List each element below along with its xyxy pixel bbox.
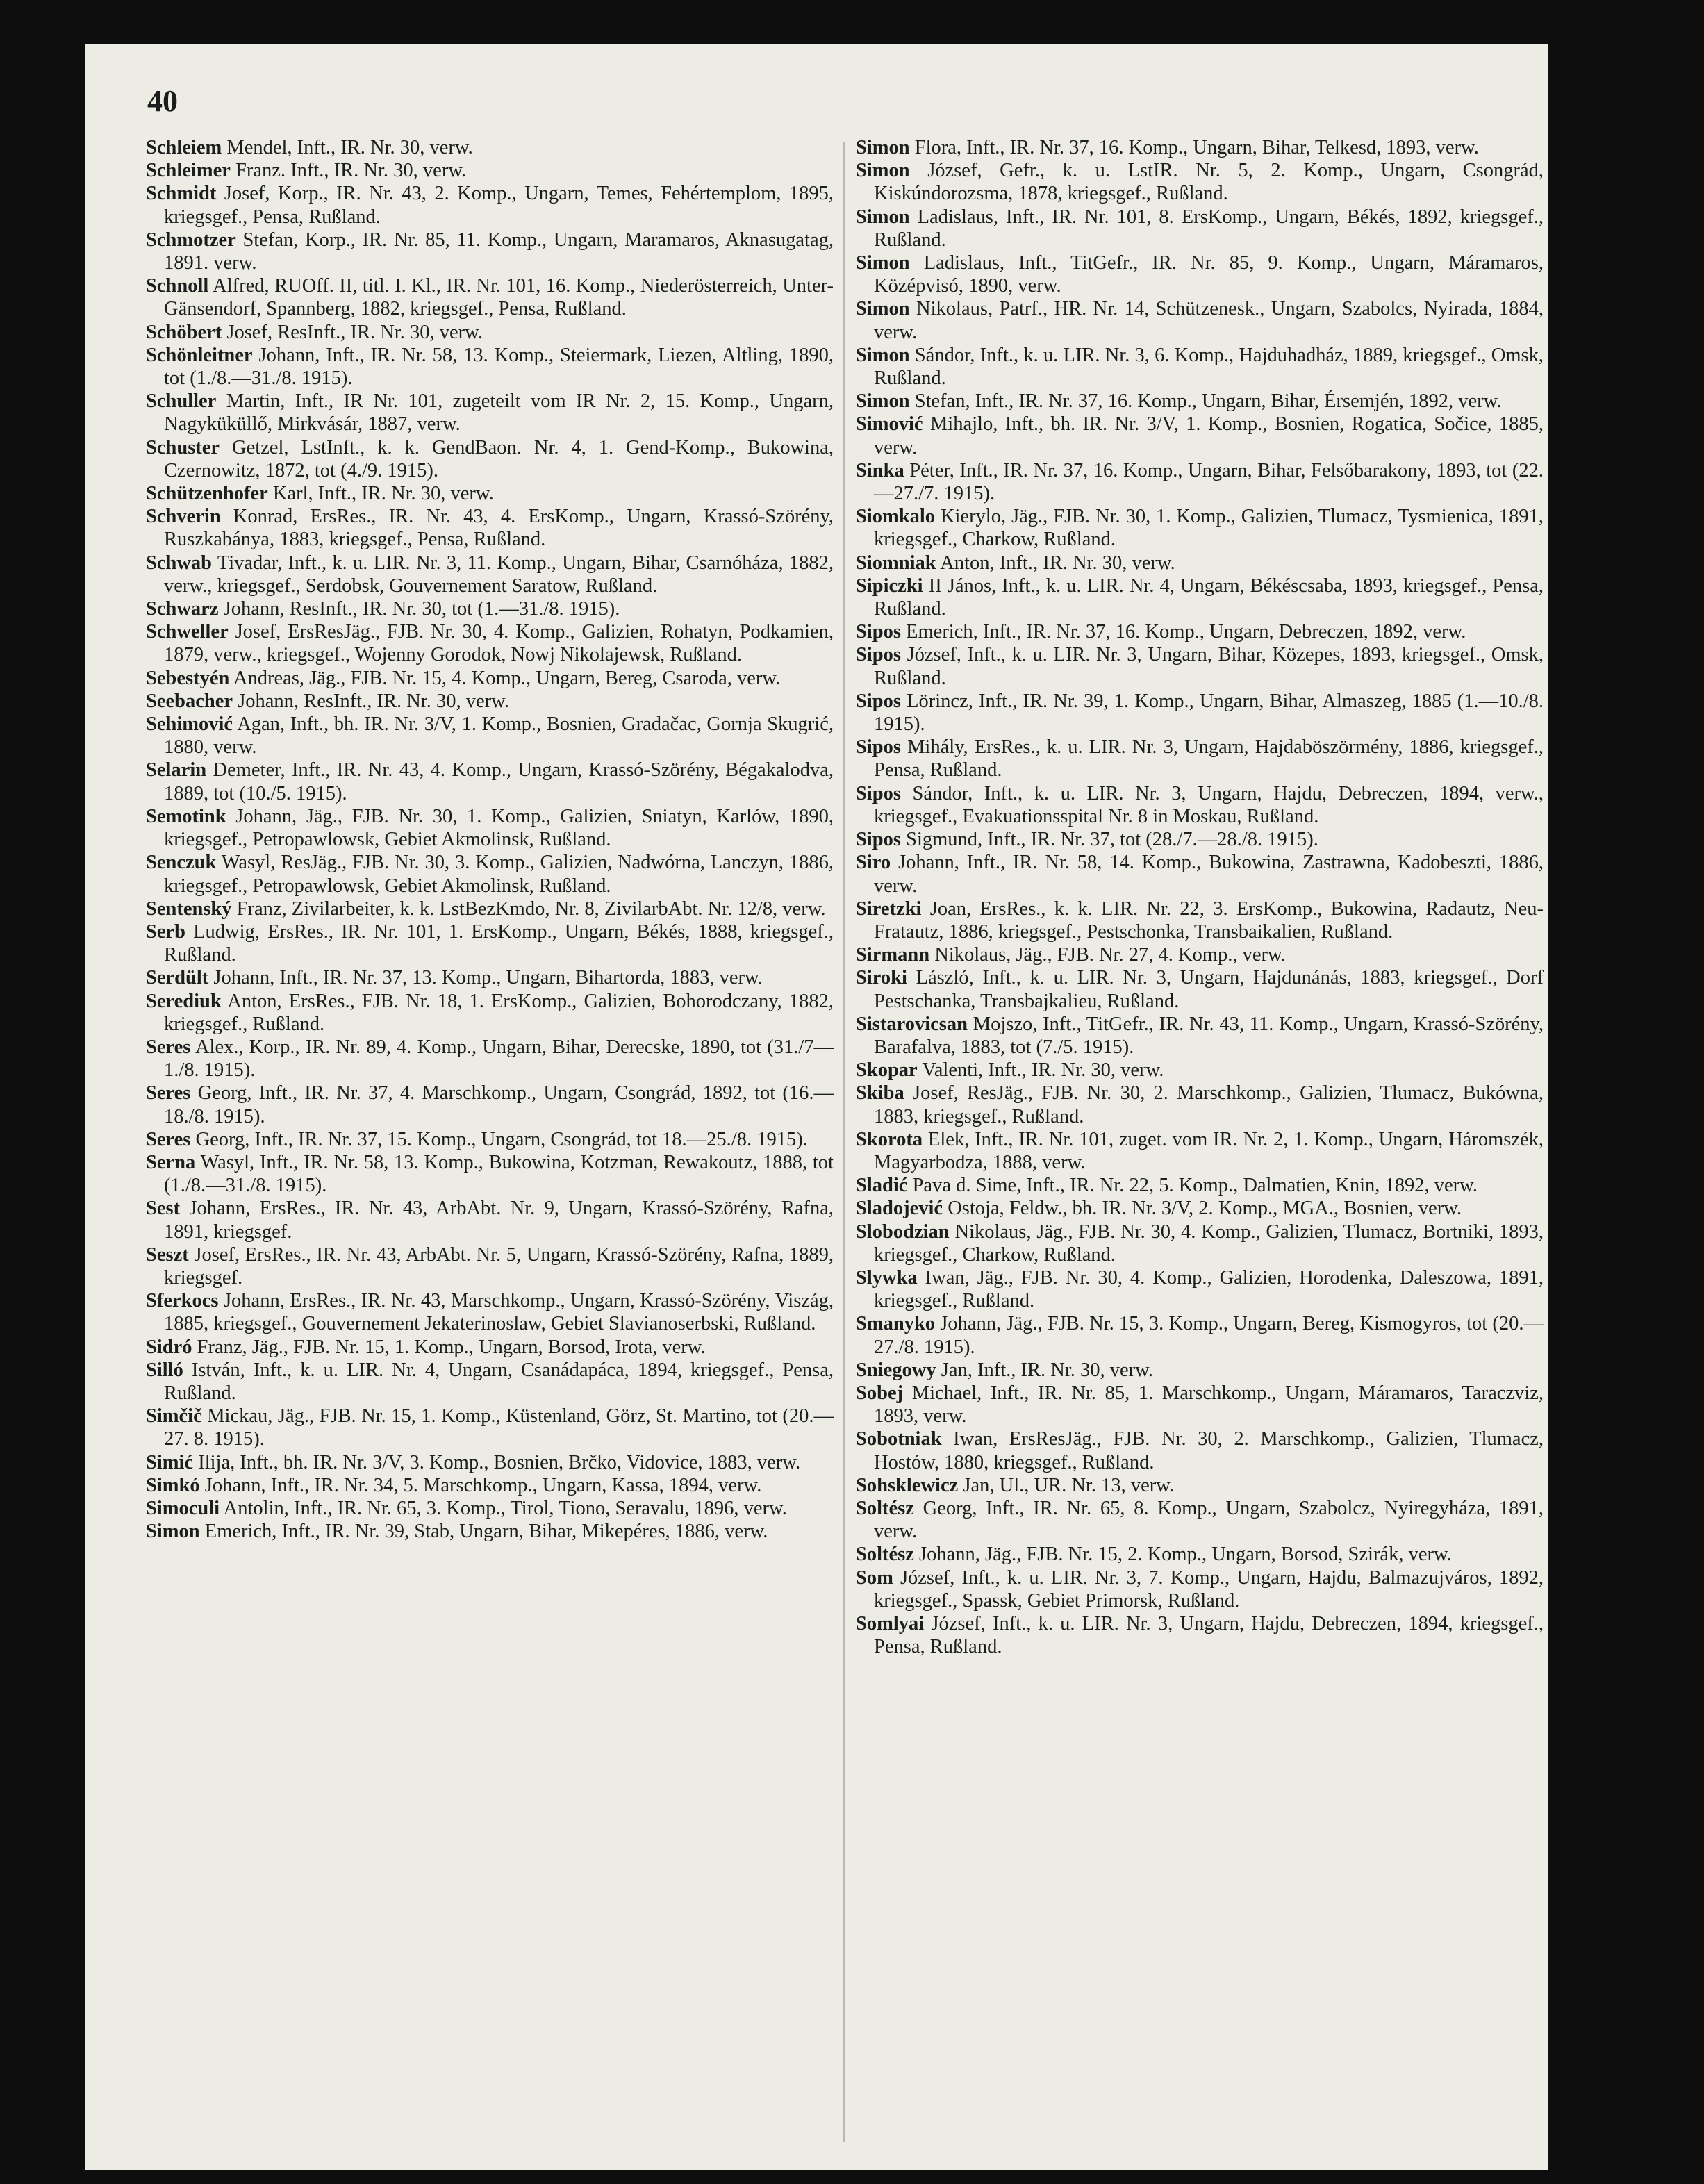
entry-details: Jan, Inft., IR. Nr. 30, verw. <box>941 1359 1153 1381</box>
entry-surname: Simon <box>856 252 910 274</box>
entry-details: Johann, ResInft., IR. Nr. 30, verw. <box>238 690 509 712</box>
entry-details: Ladislaus, Inft., IR. Nr. 101, 8. ErsKomp., Ungarn, Békés, 1892, kriegsgef., Rußland. <box>874 206 1544 251</box>
register-entry <box>856 297 1544 343</box>
entry-details: Lörincz, Inft., IR. Nr. 39, 1. Komp., Ungarn, Bihar, Almaszeg, 1885 (1.—10./8. 1915). <box>874 690 1544 736</box>
entry-surname: Simon <box>856 344 910 366</box>
register-entry <box>856 1059 1544 1082</box>
register-entry <box>146 482 834 505</box>
entry-details: Sándor, Inft., k. u. LIR. Nr. 3, 6. Komp., Hajduhadház, 1889, kriegsgef., Omsk, Rußland. <box>874 344 1544 390</box>
entry-details: Ostoja, Feldw., bh. IR. Nr. 3/V, 2. Komp., MGA., Bosnien, verw. <box>948 1198 1462 1220</box>
entry-surname: Simon <box>856 298 910 320</box>
register-entry <box>856 1174 1544 1197</box>
entry-surname: Soltész <box>856 1544 914 1566</box>
entry-surname: Sobej <box>856 1382 904 1404</box>
entry-details: Ludwig, ErsRes., IR. Nr. 101, 1. ErsKomp., Ungarn, Békés, 1888, kriegsgef., Rußland. <box>164 920 834 966</box>
entry-surname: Senczuk <box>146 852 217 874</box>
entry-surname: Schönleitner <box>146 344 253 366</box>
entry-surname: Schwab <box>146 552 213 574</box>
entry-surname: Schöbert <box>146 321 222 343</box>
register-entry <box>856 344 1544 390</box>
entry-surname: Simon <box>856 137 910 158</box>
register-entry <box>146 436 834 482</box>
register-entry <box>146 1289 834 1335</box>
register-entry <box>856 1128 1544 1174</box>
entry-details: Alex., Korp., IR. Nr. 89, 4. Komp., Ungarn, Bihar, Derecske, 1890, tot (31./7—1./8. 1915). <box>164 1036 834 1082</box>
entry-details: Emerich, Inft., IR. Nr. 37, 16. Komp., Ungarn, Debreczen, 1892, verw. <box>906 621 1466 643</box>
register-entry <box>856 1197 1544 1220</box>
entry-surname: Selarin <box>146 759 207 781</box>
entry-surname: Simon <box>146 1521 200 1543</box>
entry-details: Johann, Inft., IR. Nr. 58, 14. Komp., Bukowina, Zastrawna, Kadobeszti, 1886, verw. <box>874 852 1544 897</box>
entry-surname: Sidró <box>146 1336 192 1358</box>
entry-surname: Simon <box>856 390 910 413</box>
entry-details: Antolin, Inft., IR. Nr. 65, 3. Komp., Tirol, Tiono, Seravalu, 1896, verw. <box>223 1497 787 1519</box>
register-entry <box>856 1497 1544 1543</box>
register-entry <box>146 136 834 159</box>
entry-details: Kierylo, Jäg., FJB. Nr. 30, 1. Komp., Galizien, Tlumacz, Tysmienica, 1891, kriegsgef., Charkow, Rußland. <box>874 506 1544 551</box>
entry-surname: Schleimer <box>146 160 231 182</box>
register-entry <box>146 552 834 597</box>
entry-surname: Sistarovicsan <box>856 1013 968 1035</box>
entry-surname: Simoculi <box>146 1497 220 1519</box>
register-entry <box>146 920 834 966</box>
entry-surname: Siroki <box>856 967 907 989</box>
register-entry <box>856 643 1544 689</box>
entry-surname: Siretzki <box>856 897 922 920</box>
register-entry <box>146 1197 834 1243</box>
register-entry <box>856 1013 1544 1059</box>
entry-details: Nikolaus, Patrf., HR. Nr. 14, Schützenesk., Ungarn, Szabolcs, Nyirada, 1884, verw. <box>874 298 1544 343</box>
entry-details: Franz, Zivilarbeiter, k. k. LstBezKmdo, Nr. 8, ZivilarbAbt. Nr. 12/8, verw. <box>236 897 826 920</box>
register-entry <box>856 251 1544 297</box>
register-entry <box>146 1451 834 1474</box>
entry-surname: Sniegowy <box>856 1359 936 1381</box>
register-entry <box>146 690 834 713</box>
register-entry <box>146 713 834 759</box>
register-entry <box>146 1474 834 1497</box>
entry-surname: Sferkocs <box>146 1290 219 1312</box>
entry-details: Johann, Jäg., FJB. Nr. 15, 3. Komp., Ungarn, Bereg, Kismogyros, tot (20.—27./8. 1915). <box>874 1313 1544 1358</box>
register-entry <box>856 1359 1544 1382</box>
register-entry <box>856 1312 1544 1358</box>
entry-details: Johann, Jäg., FJB. Nr. 30, 1. Komp., Galizien, Sniatyn, Karlów, 1890, kriegsgef., Petropawlowsk, Gebiet Akmolinsk, Rußland. <box>164 805 834 851</box>
entry-details: Franz, Jäg., FJB. Nr. 15, 1. Komp., Ungarn, Borsod, Irota, verw. <box>197 1336 706 1358</box>
entry-details: Stefan, Korp., IR. Nr. 85, 11. Komp., Ungarn, Maramaros, Aknasugatag, 1891. verw. <box>164 229 834 274</box>
entry-surname: Seres <box>146 1082 191 1105</box>
entry-surname: Siomniak <box>856 552 936 574</box>
register-entry <box>856 782 1544 828</box>
entry-surname: Somlyai <box>856 1613 925 1635</box>
register-entry <box>856 1082 1544 1127</box>
entry-surname: Sipos <box>856 690 901 712</box>
register-entry <box>856 620 1544 643</box>
entry-surname: Schweller <box>146 621 229 643</box>
register-entry <box>856 206 1544 251</box>
entry-details: Sándor, Inft., k. u. LIR. Nr. 3, Ungarn, Hajdu, Debreczen, 1894, verw., kriegsgef., Evakuationsspital Nr. 8 in Moskau, Rußland. <box>874 782 1544 827</box>
entry-details: Georg, Inft., IR. Nr. 65, 8. Komp., Ungarn, Szabolcz, Nyiregyháza, 1891, verw. <box>874 1497 1544 1543</box>
register-entry <box>856 505 1544 551</box>
register-entry <box>146 1151 834 1197</box>
entry-surname: Sladić <box>856 1175 908 1197</box>
entry-details: Josef, ErsResJäg., FJB. Nr. 30, 4. Komp., Galizien, Rohatyn, Podkamien, 1879, verw., kriegsgef., Wojenny Gorodok, Nowj Nikolajewsk, Rußland. <box>164 621 834 666</box>
entry-details: József, Inft., k. u. LIR. Nr. 3, 7. Komp., Ungarn, Hajdu, Balmazujváros, 1892, kriegsgef., Spassk, Gebiet Primorsk, Rußland. <box>874 1566 1544 1612</box>
entry-surname: Sest <box>146 1198 181 1220</box>
register-entry <box>856 1543 1544 1566</box>
register-entry <box>856 828 1544 851</box>
register-entry <box>146 966 834 989</box>
entry-details: Alfred, RUOff. II, titl. I. Kl., IR. Nr. 101, 16. Komp., Niederösterreich, Unter-Gänsendorf, Spannberg, 1882, kriegsgef., Pensa, Rußland. <box>164 275 834 320</box>
entry-details: Josef, Korp., IR. Nr. 43, 2. Komp., Ungarn, Temes, Fehértemplom, 1895, kriegsgef., Pensa, Rußland. <box>164 183 834 228</box>
register-entry <box>146 159 834 182</box>
entry-details: Emerich, Inft., IR. Nr. 39, Stab, Ungarn, Bihar, Mikepéres, 1886, verw. <box>204 1521 768 1543</box>
entry-details: Konrad, ErsRes., IR. Nr. 43, 4. ErsKomp., Ungarn, Krassó-Szörény, Ruszkabánya, 1883, kriegsgef., Pensa, Rußland. <box>164 506 834 551</box>
left-column <box>146 136 834 1543</box>
register-entry <box>856 966 1544 1012</box>
entry-surname: Soltész <box>856 1497 914 1519</box>
entry-surname: Simon <box>856 160 910 182</box>
entry-details: II János, Inft., k. u. LIR. Nr. 4, Ungarn, Békéscsaba, 1893, kriegsgef., Pensa, Rußland. <box>874 574 1544 620</box>
register-entry <box>856 1266 1544 1312</box>
register-entry <box>146 505 834 551</box>
entry-details: Anton, Inft., IR. Nr. 30, verw. <box>940 552 1175 574</box>
register-entry <box>146 1036 834 1082</box>
register-entry <box>146 1359 834 1405</box>
entry-details: Franz. Inft., IR. Nr. 30, verw. <box>235 160 467 182</box>
entry-details: József, Inft., k. u. LIR. Nr. 3, Ungarn, Bihar, Közepes, 1893, kriegsgef., Omsk, Rußland. <box>874 644 1544 689</box>
entry-surname: Sladojević <box>856 1198 943 1220</box>
entry-surname: Simčič <box>146 1405 202 1428</box>
entry-details: Johann, ErsRes., IR. Nr. 43, Marschkomp., Ungarn, Krassó-Szörény, Viszág, 1885, kriegsgef., Gouvernement Jekaterinoslaw, Gebiet Slavianoserbski, Rußland. <box>164 1290 834 1335</box>
register-entry <box>146 1336 834 1359</box>
entry-surname: Semotink <box>146 805 226 827</box>
register-entry <box>856 736 1544 781</box>
entry-surname: Sipiczki <box>856 574 923 597</box>
entry-surname: Skiba <box>856 1082 904 1105</box>
entry-details: Iwan, ErsResJäg., FJB. Nr. 30, 2. Marschkomp., Galizien, Tlumacz, Hostów, 1880, kriegsgef., Rußland. <box>874 1428 1544 1473</box>
register-entry <box>856 1221 1544 1266</box>
register-entry <box>856 690 1544 736</box>
page-number: 40 <box>147 84 178 118</box>
register-entry <box>146 1405 834 1450</box>
register-entry <box>856 574 1544 620</box>
entry-details: Mojszo, Inft., TitGefr., IR. Nr. 43, 11. Komp., Ungarn, Krassó-Szörény, Barafalva, 1883, tot (7./5. 1915). <box>874 1013 1544 1058</box>
entry-surname: Simkó <box>146 1474 200 1496</box>
entry-details: Georg, Inft., IR. Nr. 37, 15. Komp., Ungarn, Csongrád, tot 18.—25./8. 1915). <box>195 1128 808 1150</box>
register-entry <box>856 1612 1544 1658</box>
register-entry <box>146 597 834 620</box>
register-entry <box>146 620 834 666</box>
entry-details: Johann, ResInft., IR. Nr. 30, tot (1.—31./8. 1915). <box>223 598 620 620</box>
entry-surname: Serdült <box>146 967 209 989</box>
register-entry <box>146 321 834 344</box>
entry-surname: Slobodzian <box>856 1221 950 1243</box>
entry-surname: Sipos <box>856 644 901 666</box>
entry-surname: Seres <box>146 1036 191 1058</box>
entry-details: Iwan, Jäg., FJB. Nr. 30, 4. Komp., Galizien, Horodenka, Daleszowa, 1891, kriegsgef., Rußland. <box>874 1266 1544 1312</box>
document-page <box>85 44 1548 2170</box>
register-entry <box>146 1520 834 1543</box>
register-entry <box>856 413 1544 458</box>
entry-details: József, Inft., k. u. LIR. Nr. 3, Ungarn, Hajdu, Debreczen, 1894, kriegsgef., Pensa, Rußland. <box>874 1613 1544 1658</box>
entry-details: Georg, Inft., IR. Nr. 37, 4. Marschkomp., Ungarn, Csongrád, 1892, tot (16.—18./8. 1915). <box>164 1082 834 1127</box>
entry-details: Josef, ResJäg., FJB. Nr. 30, 2. Marschkomp., Galizien, Tlumacz, Bukówna, 1883, kriegsgef., Rußland. <box>874 1082 1544 1127</box>
entry-surname: Schuller <box>146 390 217 413</box>
register-entry <box>856 1428 1544 1473</box>
register-entry <box>856 459 1544 505</box>
register-entry <box>146 274 834 320</box>
register-entry <box>856 897 1544 943</box>
register-entry <box>856 1566 1544 1612</box>
entry-details: István, Inft., k. u. LIR. Nr. 4, Ungarn, Csanádapáca, 1894, kriegsgef., Pensa, Rußland. <box>164 1359 834 1404</box>
entry-details: Johann, Inft., IR. Nr. 37, 13. Komp., Ungarn, Bihartorda, 1883, verw. <box>213 967 763 989</box>
entry-details: Sigmund, Inft., IR. Nr. 37, tot (28./7.—28./8. 1915). <box>906 829 1318 851</box>
entry-surname: Schmotzer <box>146 229 236 251</box>
entry-details: Josef, ErsRes., IR. Nr. 43, ArbAbt. Nr. 5, Ungarn, Krassó-Szörény, Rafna, 1889, kriegsgef. <box>164 1243 834 1289</box>
entry-surname: Schleiem <box>146 137 222 158</box>
entry-details: Johann, Inft., IR. Nr. 58, 13. Komp., Steiermark, Liezen, Altling, 1890, tot (1./8.—31./8. 1915). <box>164 344 834 390</box>
entry-details: Johann, Jäg., FJB. Nr. 15, 2. Komp., Ungarn, Borsod, Szirák, verw. <box>919 1544 1452 1566</box>
entry-details: Mihajlo, Inft., bh. IR. Nr. 3/V, 1. Komp., Bosnien, Rogatica, Sočice, 1885, verw. <box>874 413 1544 458</box>
entry-surname: Sipos <box>856 736 901 759</box>
register-entry <box>856 1382 1544 1428</box>
register-entry <box>146 990 834 1036</box>
entry-details: Karl, Inft., IR. Nr. 30, verw. <box>272 483 494 505</box>
register-entry <box>856 943 1544 966</box>
entry-details: Wasyl, ResJäg., FJB. Nr. 30, 3. Komp., Galizien, Nadwórna, Lanczyn, 1886, kriegsgef., Petropawlowsk, Gebiet Akmolinsk, Rußland. <box>164 852 834 897</box>
entry-surname: Schützenhofer <box>146 483 268 505</box>
entry-details: Mickau, Jäg., FJB. Nr. 15, 1. Komp., Küstenland, Görz, St. Martino, tot (20.—27. 8. 1915). <box>164 1405 834 1450</box>
entry-surname: Sirmann <box>856 944 930 966</box>
register-entry <box>146 229 834 274</box>
entry-details: Wasyl, Inft., IR. Nr. 58, 13. Komp., Bukowina, Kotzman, Rewakoutz, 1888, tot (1./8.—31./8. 1915). <box>164 1151 834 1197</box>
entry-surname: Som <box>856 1566 893 1589</box>
entry-surname: Sentenský <box>146 897 232 920</box>
entry-surname: Simić <box>146 1451 194 1473</box>
register-entry <box>856 851 1544 897</box>
entry-surname: Siro <box>856 852 891 874</box>
entry-details: Nikolaus, Jäg., FJB. Nr. 30, 4. Komp., Galizien, Tlumacz, Bortniki, 1893, kriegsgef., Charkow, Rußland. <box>874 1221 1544 1266</box>
register-entry <box>856 136 1544 159</box>
entry-details: Agan, Inft., bh. IR. Nr. 3/V, 1. Komp., Bosnien, Gradačac, Gornja Skugrić, 1880, verw. <box>164 713 834 759</box>
entry-surname: Sehimović <box>146 713 233 736</box>
entry-surname: Siomkalo <box>856 506 936 528</box>
entry-surname: Simon <box>856 206 910 228</box>
entry-surname: Schnoll <box>146 275 209 297</box>
entry-surname: Serb <box>146 920 185 943</box>
register-entry <box>146 805 834 851</box>
register-entry <box>856 159 1544 205</box>
register-entry <box>146 1082 834 1127</box>
entry-surname: Schwarz <box>146 598 219 620</box>
entry-details: Pava d. Sime, Inft., IR. Nr. 22, 5. Komp., Dalmatien, Knin, 1892, verw. <box>912 1175 1478 1197</box>
entry-details: Johann, Inft., IR. Nr. 34, 5. Marschkomp., Ungarn, Kassa, 1894, verw. <box>204 1474 762 1496</box>
register-entry <box>146 897 834 920</box>
register-entry <box>146 1128 834 1151</box>
register-entry <box>856 1474 1544 1497</box>
entry-surname: Sobotniak <box>856 1428 942 1450</box>
entry-surname: Seszt <box>146 1243 189 1266</box>
entry-details: Stefan, Inft., IR. Nr. 37, 16. Komp., Ungarn, Bihar, Érsemjén, 1892, verw. <box>914 390 1502 413</box>
register-entry <box>856 552 1544 574</box>
register-entry <box>856 390 1544 413</box>
entry-surname: Serediuk <box>146 990 222 1012</box>
register-entry <box>146 1497 834 1520</box>
entry-details: Martin, Inft., IR Nr. 101, zugeteilt vom IR Nr. 2, 15. Komp., Ungarn, Nagyküküllő, Mirkvásár, 1887, verw. <box>164 390 834 436</box>
entry-details: Demeter, Inft., IR. Nr. 43, 4. Komp., Ungarn, Krassó-Szörény, Bégakalodva, 1889, tot (10./5. 1915). <box>164 759 834 804</box>
register-entry <box>146 390 834 436</box>
entry-surname: Serna <box>146 1151 196 1173</box>
entry-details: László, Inft., k. u. LIR. Nr. 3, Ungarn, Hajdunánás, 1883, kriegsgef., Dorf Pestschanka, Transbajkalieu, Rußland. <box>874 967 1544 1012</box>
entry-details: Josef, ResInft., IR. Nr. 30, verw. <box>226 321 483 343</box>
entry-details: Flora, Inft., IR. Nr. 37, 16. Komp., Ungarn, Bihar, Telkesd, 1893, verw. <box>914 137 1479 158</box>
entry-surname: Sipos <box>856 782 901 804</box>
entry-details: Mendel, Inft., IR. Nr. 30, verw. <box>226 137 473 158</box>
entry-details: Péter, Inft., IR. Nr. 37, 16. Komp., Ungarn, Bihar, Felsőbarakony, 1893, tot (22.—27./7. 1915). <box>874 459 1544 505</box>
entry-details: Tivadar, Inft., k. u. LIR. Nr. 3, 11. Komp., Ungarn, Bihar, Csarnóháza, 1882, verw., kriegsgef., Serdobsk, Gouvernement Saratow, Rußland. <box>164 552 834 597</box>
entry-surname: Sinka <box>856 459 904 481</box>
entry-surname: Schuster <box>146 436 220 458</box>
entry-surname: Skopar <box>856 1059 918 1082</box>
entry-surname: Simović <box>856 413 923 436</box>
entry-surname: Smanyko <box>856 1313 936 1335</box>
entry-details: Nikolaus, Jäg., FJB. Nr. 27, 4. Komp., verw. <box>934 944 1286 966</box>
entry-details: Getzel, LstInft., k. k. GendBaon. Nr. 4, 1. Gend-Komp., Bukowina, Czernowitz, 1872, tot (4./9. 1915). <box>164 436 834 481</box>
entry-surname: Skorota <box>856 1128 923 1150</box>
entry-surname: Sebestyén <box>146 667 230 689</box>
register-entry <box>146 759 834 804</box>
entry-surname: Slywka <box>856 1266 918 1289</box>
entry-details: Anton, ErsRes., FJB. Nr. 18, 1. ErsKomp., Galizien, Bohorodczany, 1882, kriegsgef., Rußland. <box>164 990 834 1035</box>
entry-details: Michael, Inft., IR. Nr. 85, 1. Marschkomp., Ungarn, Máramaros, Taraczviz, 1893, verw. <box>874 1382 1544 1428</box>
register-entry <box>146 344 834 390</box>
entry-details: József, Gefr., k. u. LstIR. Nr. 5, 2. Komp., Ungarn, Csongrád, Kiskúndorozsma, 1878, kriegsgef., Rußland. <box>874 160 1544 205</box>
entry-details: Joan, ErsRes., k. k. LIR. Nr. 22, 3. ErsKomp., Bukowina, Radautz, Neu-Fratautz, 1886, kriegsgef., Pestschonka, Transbaikalien, Rußland. <box>874 897 1544 943</box>
entry-details: Johann, ErsRes., IR. Nr. 43, ArbAbt. Nr. 9, Ungarn, Krassó-Szörény, Rafna, 1891, kriegsgef. <box>164 1198 834 1243</box>
entry-details: Mihály, ErsRes., k. u. LIR. Nr. 3, Ungarn, Hajdaböszörmény, 1886, kriegsgef., Pensa, Rußland. <box>874 736 1544 781</box>
entry-details: Elek, Inft., IR. Nr. 101, zuget. vom IR. Nr. 2, 1. Komp., Ungarn, Háromszék, Magyarbodza, 1888, verw. <box>874 1128 1544 1173</box>
entry-surname: Sohsklewicz <box>856 1474 959 1496</box>
entry-surname: Sipos <box>856 621 901 643</box>
entry-details: Andreas, Jäg., FJB. Nr. 15, 4. Komp., Ungarn, Bereg, Csaroda, verw. <box>233 667 781 689</box>
entry-surname: Schmidt <box>146 183 217 205</box>
entry-surname: Sipos <box>856 829 901 851</box>
entry-surname: Silló <box>146 1359 183 1381</box>
register-entry <box>146 1243 834 1289</box>
entry-details: Jan, Ul., UR. Nr. 13, verw. <box>963 1474 1175 1496</box>
register-entry <box>146 182 834 228</box>
register-entry <box>146 667 834 690</box>
entry-surname: Seebacher <box>146 690 233 712</box>
register-entry <box>146 851 834 897</box>
entry-details: Ilija, Inft., bh. IR. Nr. 3/V, 3. Komp., Bosnien, Brčko, Vidovice, 1883, verw. <box>198 1451 801 1473</box>
entry-surname: Seres <box>146 1128 191 1150</box>
right-column <box>856 136 1544 1658</box>
entry-surname: Schverin <box>146 506 221 528</box>
column-divider <box>843 142 845 2142</box>
entry-details: Ladislaus, Inft., TitGefr., IR. Nr. 85, 9. Komp., Ungarn, Máramaros, Középvisó, 1890, verw. <box>874 252 1544 297</box>
entry-details: Valenti, Inft., IR. Nr. 30, verw. <box>922 1059 1164 1082</box>
